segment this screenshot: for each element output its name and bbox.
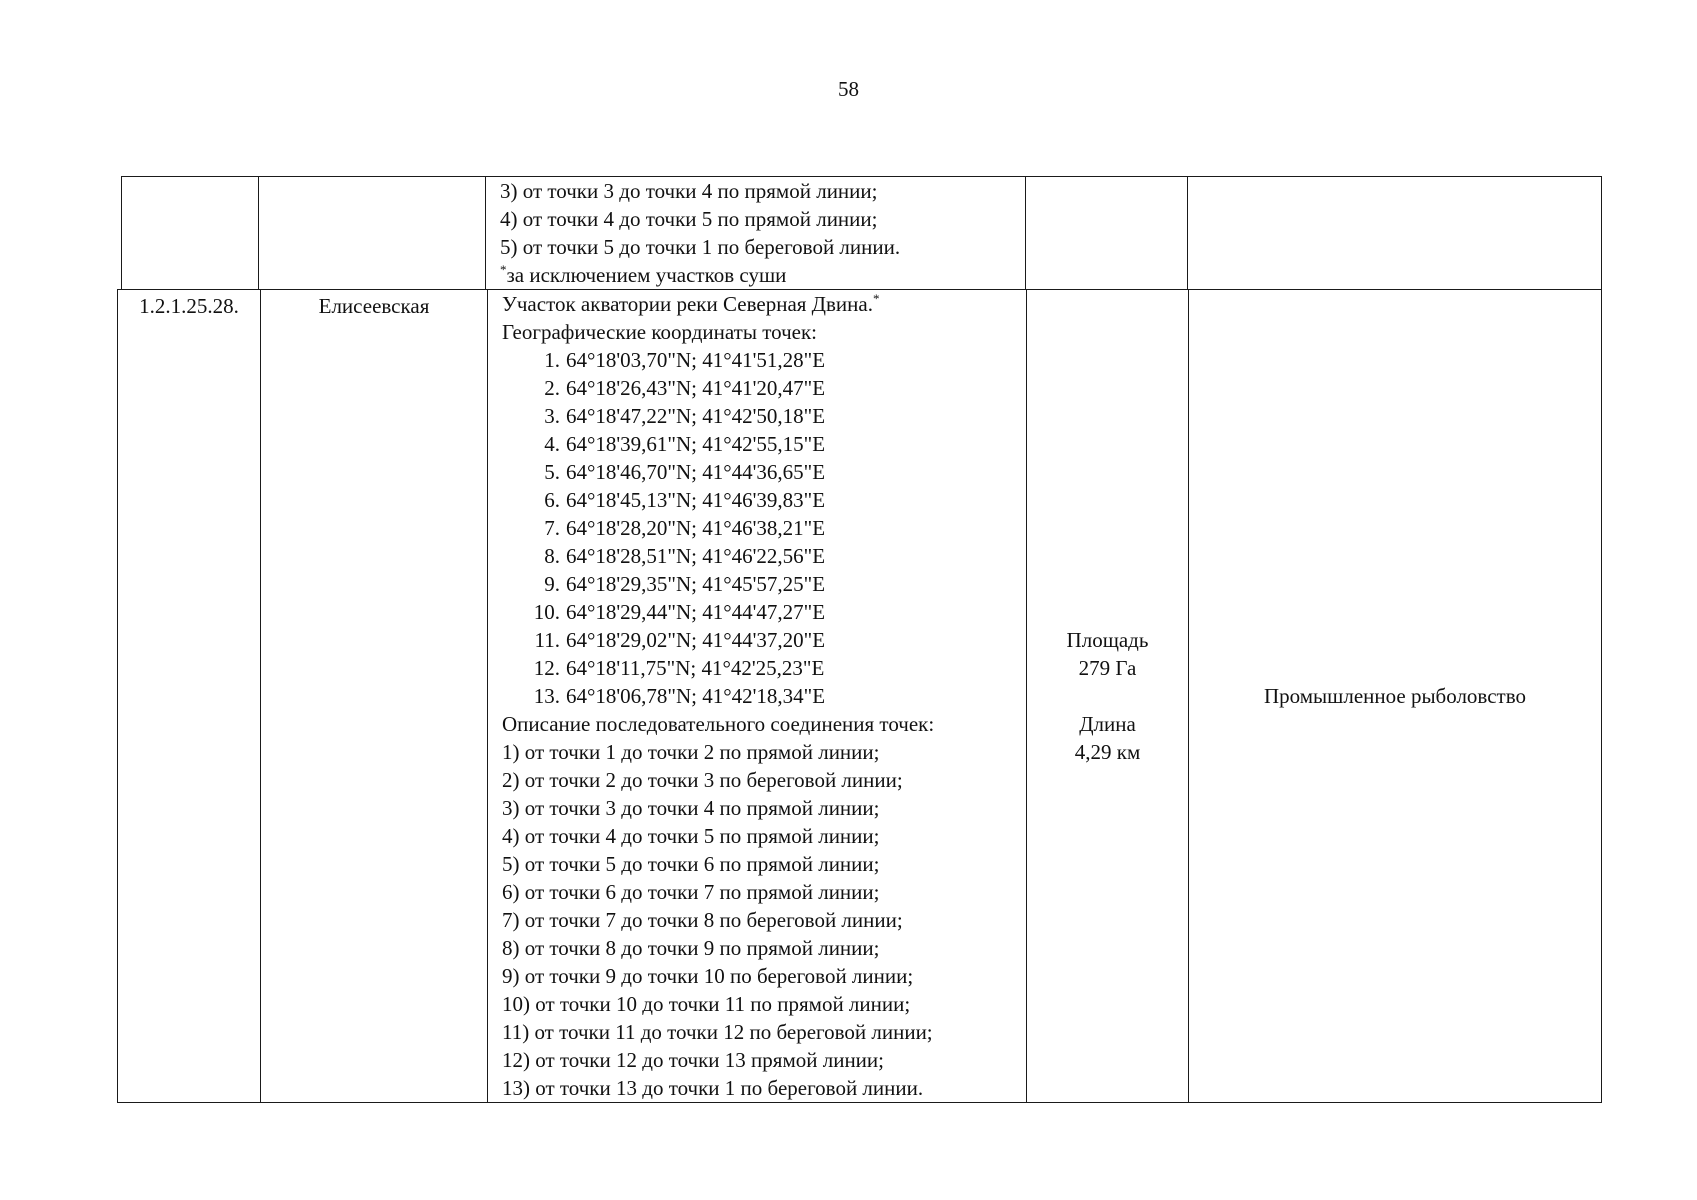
page-number: 58 [838,77,859,101]
footnote-mark: * [500,262,507,277]
site-description-cell [488,290,1027,1103]
site-measurements-cell [1027,290,1189,1103]
coordinate-item [502,682,1026,710]
coordinate-value: 64°18'03,70"N; 41°41'51,28"E [566,348,826,372]
coordinate-value: 64°18'11,75"N; 41°42'25,23"E [566,656,825,680]
connection-line: 3) от точки 3 до точки 4 по прямой линии; [500,179,878,203]
coordinate-number: 11. [534,628,560,652]
spacer [1027,682,1188,710]
coordinates-heading: Географические координаты точек: [502,320,817,344]
connection-line: 1) от точки 1 до точки 2 по прямой линии; [502,740,880,764]
area-value: 279 Га [1078,656,1137,680]
area-label: Площадь [1066,628,1149,652]
coordinate-number: 7. [544,516,560,540]
coordinate-number: 12. [533,656,560,680]
coordinate-value: 64°18'28,20"N; 41°46'38,21"E [566,516,826,540]
coordinate-number: 2. [544,376,560,400]
continued-usage-cell [1188,177,1602,290]
connection-line: 7) от точки 7 до точки 8 по береговой линии; [502,908,903,932]
connection-line: 4) от точки 4 до точки 5 по прямой линии; [502,824,880,848]
connections-list [502,738,1026,1102]
connection-line: 12) от точки 12 до точки 13 прямой линии; [502,1048,884,1072]
coordinate-value: 64°18'46,70"N; 41°44'36,65"E [566,460,826,484]
site-usage-cell: Промышленное рыболовство [1189,290,1602,1103]
continued-description-cell [486,177,1026,290]
coordinate-number: 3. [544,404,560,428]
coordinate-item [502,570,1026,598]
coordinate-value: 64°18'29,35"N; 41°45'57,25"E [566,572,826,596]
coordinate-number: 6. [544,488,560,512]
site-name-cell: Елисеевская [261,290,488,1103]
connection-line: 8) от точки 8 до точки 9 по прямой линии; [502,936,880,960]
coordinate-value: 64°18'47,22"N; 41°42'50,18"E [566,404,826,428]
connection-line: 3) от точки 3 до точки 4 по прямой линии; [502,796,880,820]
connection-line: 4) от точки 4 до точки 5 по прямой линии; [500,207,878,231]
coordinate-number: 9. [544,572,560,596]
coordinate-item [502,346,1026,374]
coordinate-item [502,458,1026,486]
coordinate-number: 13. [533,684,560,708]
coordinate-number: 8. [544,544,560,568]
coordinate-item [502,654,1026,682]
coordinate-item [502,626,1026,654]
coordinate-item [502,598,1026,626]
coordinate-item [502,374,1026,402]
site-title-text: Участок акватории реки Северная Двина. [502,292,873,316]
connection-line: 5) от точки 5 до точки 1 по береговой линии. [500,235,901,259]
connection-line: 9) от точки 9 до точки 10 по береговой линии; [502,964,914,988]
coordinate-item [502,486,1026,514]
coordinate-number: 5. [544,460,560,484]
connection-line: 6) от точки 6 до точки 7 по прямой линии; [502,880,880,904]
site-title [502,290,1026,318]
coordinates-list [502,346,1026,710]
continued-table [121,176,1602,290]
length-value: 4,29 км [1074,740,1141,764]
footnote-mark: * [872,291,880,306]
length-label: Длина [1079,712,1136,736]
continued-name-cell [259,177,486,290]
continued-measure-cell [1026,177,1188,290]
table-row [118,290,1602,1103]
coordinate-value: 64°18'28,51"N; 41°46'22,56"E [566,544,826,568]
continued-row [122,177,1602,290]
connections-heading: Описание последовательного соединения точек: [502,712,935,736]
coordinate-value: 64°18'39,61"N; 41°42'55,15"E [566,432,826,456]
coordinate-value: 64°18'29,02"N; 41°44'37,20"E [566,628,826,652]
coordinate-number: 10. [533,600,560,624]
coordinate-number: 4. [544,432,560,456]
footnote-text: за исключением участков суши [506,263,787,287]
connection-line: 2) от точки 2 до точки 3 по береговой линии; [502,768,903,792]
coordinate-value: 64°18'26,43"N; 41°41'20,47"E [566,376,826,400]
coordinate-item [502,430,1026,458]
continued-number-cell [122,177,259,290]
footnote-line [500,261,1025,289]
coordinate-item [502,402,1026,430]
coordinate-number: 1. [544,348,560,372]
coordinate-value: 64°18'06,78"N; 41°42'18,34"E [566,684,826,708]
connection-line: 11) от точки 11 до точки 12 по береговой линии; [502,1020,933,1044]
connection-line: 5) от точки 5 до точки 6 по прямой линии; [502,852,880,876]
site-table [117,289,1602,1103]
connection-line: 10) от точки 10 до точки 11 по прямой линии; [502,992,911,1016]
connection-line: 13) от точки 13 до точки 1 по береговой линии. [502,1076,924,1100]
coordinate-item [502,542,1026,570]
coordinate-item [502,514,1026,542]
site-number-cell: 1.2.1.25.28. [118,290,261,1103]
coordinate-value: 64°18'45,13"N; 41°46'39,83"E [566,488,826,512]
coordinate-value: 64°18'29,44"N; 41°44'47,27"E [566,600,826,624]
